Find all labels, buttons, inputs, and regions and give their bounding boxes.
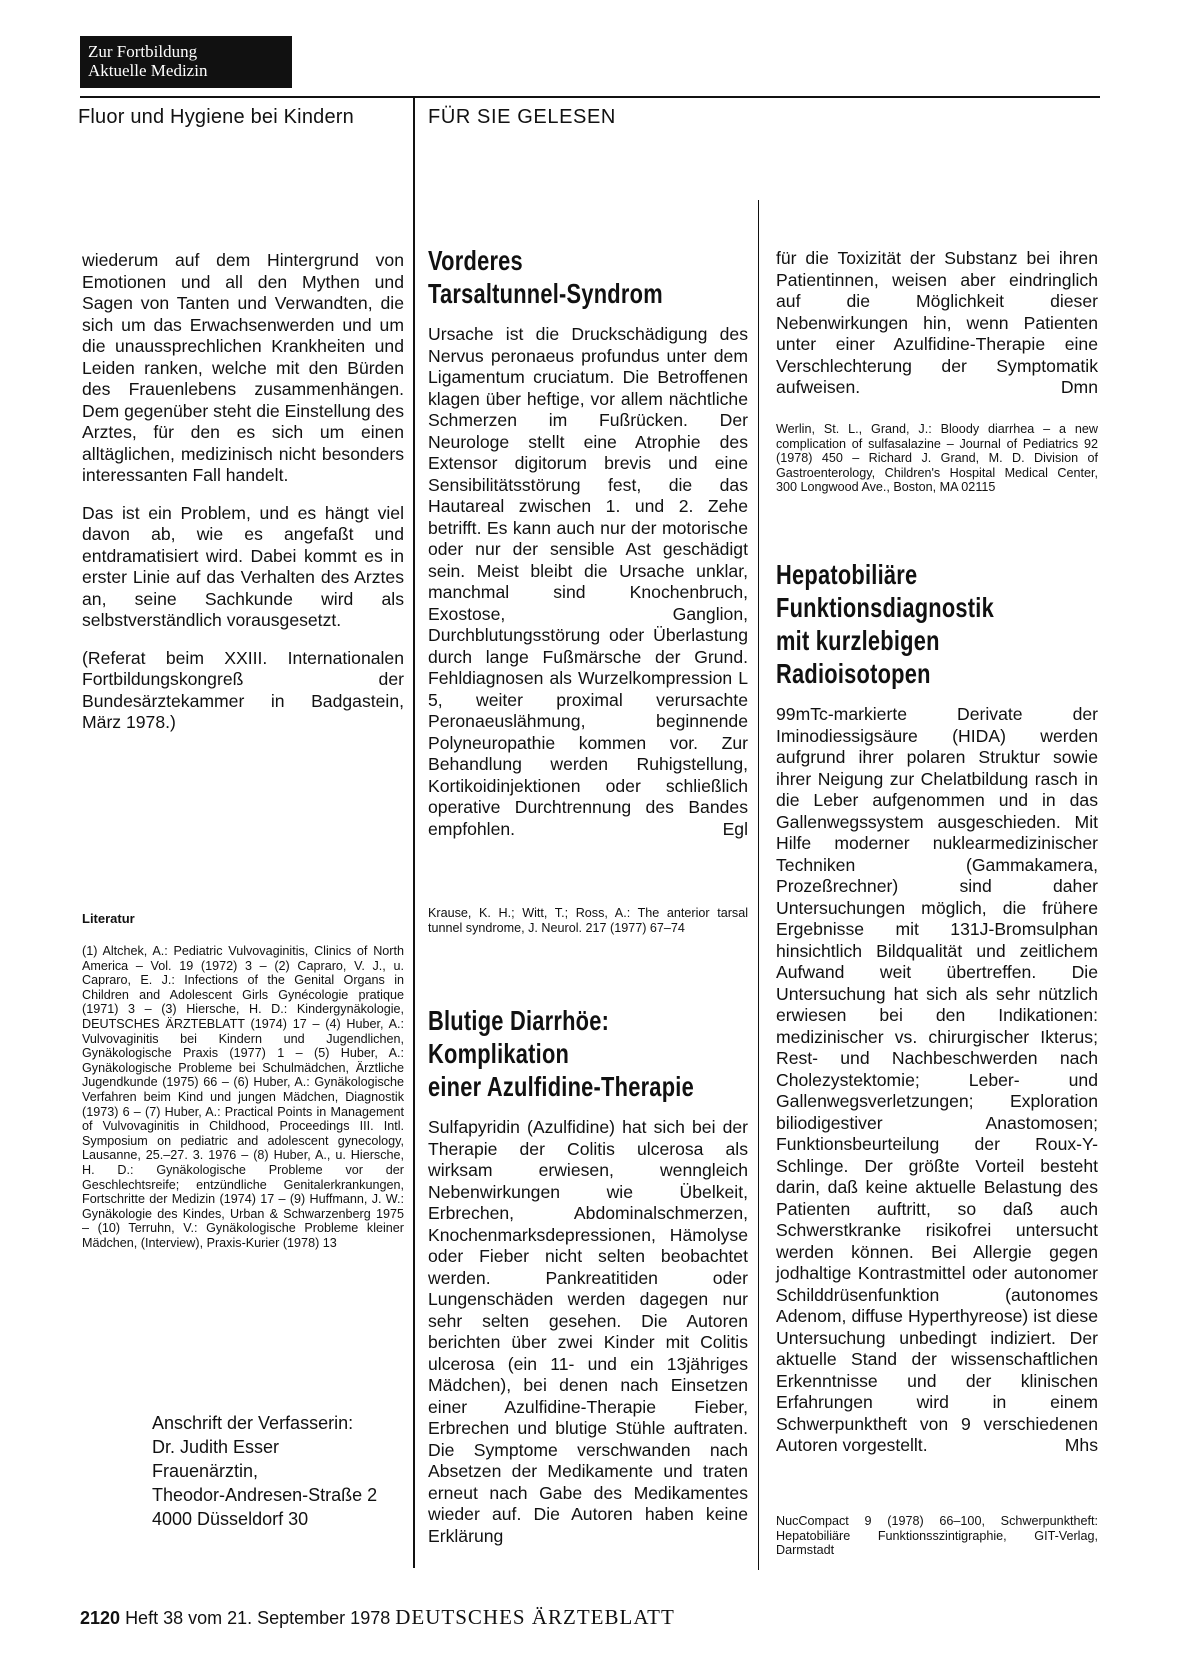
article-title-hepatobiliaer	[776, 558, 1104, 690]
author-signature: Dmn	[1060, 377, 1098, 397]
paragraph: wiederum auf dem Hintergrund von Emotionen und all den Mythen und Sagen von Tanten und Verwandten, die sich um das Erwachsenwerden und um die unaussprechlichen Krankheiten und Leiden ranken, welche mit den Bürden des Frauenlebens zusammenhängen. Dem gegenüber steht die Einstellung des Arztes, für den es sich um einen alltäglichen, medizinisch nicht besonders interessanten Fall handelt.	[82, 250, 404, 485]
continuation-text	[776, 248, 1098, 399]
header-rule	[80, 96, 1100, 98]
reference-tarsaltunnel: Krause, K. H.; Witt, T.; Ross, A.: The anterior tarsal tunnel syndrome, J. Neurol. 217 (1977) 67–74	[428, 906, 748, 935]
badge-line-1: Zur Fortbildung	[88, 42, 198, 61]
reference-diarrhoe: Werlin, St. L., Grand, J.: Bloody diarrhea – a new complication of sulfasalazine – Journal of Pediatrics 92 (1978) 450 – Richard J. Grand, M. D. Division of Gastroenterology, Children's Hospital Medical Center, 300 Longwood Ave., Boston, MA 02115	[776, 422, 1098, 495]
address-line: Dr. Judith Esser	[152, 1437, 280, 1457]
page-number: 2120	[80, 1608, 121, 1628]
issue-info: Heft 38 vom 21. September 1978	[125, 1608, 391, 1628]
title-line: Komplikation	[428, 1038, 570, 1069]
author-signature: Mhs	[1064, 1435, 1098, 1455]
journal-name: DEUTSCHES ÄRZTEBLATT	[395, 1605, 675, 1629]
title-line: mit kurzlebigen	[776, 625, 940, 656]
title-line: Vorderes	[428, 245, 523, 276]
title-line: Blutige Diarrhöe:	[428, 1005, 610, 1036]
section-badge	[80, 36, 292, 88]
column-1-text	[82, 250, 404, 750]
page-footer	[80, 1605, 675, 1630]
article-text-tarsaltunnel	[428, 324, 748, 840]
article-text-hepatobiliaer	[776, 704, 1098, 1457]
paragraph: Das ist ein Problem, und es hängt viel davon ab, wie es angefaßt und entdramatisiert wird. Dabei kommt es in erster Linie auf das Verhalten des Arztes an, seine Sachkunde wird als selbstverständlich vorausgesetzt.	[82, 502, 404, 630]
article-text-diarrhoe: Sulfapyridin (Azulfidine) hat sich bei der Therapie der Colitis ulcerosa als wirksam erwiesen, wenngleich Nebenwirkungen wie Übelkeit, Erbrechen, Abdominalschmerzen, Knochenmarksdepressionen, Hämolyse oder Fieber nicht selten beobachtet werden. Pankreatitiden oder Lungenschäden werden dagegen nur sehr selten gesehen. Die Autoren berichten über zwei Kinder mit Colitis ulcerosa (ein 11- und ein 13jähriges Mädchen), bei denen nach Einsetzen einer Azulfidine-Therapie Fieber, Erbrechen und blutige Stühle auftraten. Die Symptome verschwanden nach Absetzen der Medikamente und traten erneut nach Gabe des Medikamentes wieder auf. Die Autoren haben keine Erklärung	[428, 1117, 748, 1546]
paragraph: (Referat beim XXIII. Internationalen Fortbildungskongreß der Bundesärztekammer in Badgastein, März 1978.)	[82, 647, 404, 732]
article-body: für die Toxizität der Substanz bei ihren Patientinnen, weisen aber eindringlich auf die Möglichkeit dieser Nebenwirkungen hin, wenn Patienten unter einer Azulfidine-Therapie eine Verschlechterung der Symptomatik aufweisen.	[776, 248, 1098, 397]
address-line: Anschrift der Verfasserin:	[152, 1413, 354, 1433]
column-divider-1	[413, 98, 415, 1568]
article-body: Ursache ist die Druckschädigung des Nervus peronaeus profundus unter dem Ligamentum cruciatum. Die Betroffenen klagen über heftige, vor allem nächtliche Schmerzen im Fußrücken. Der Neurologe stellt eine Atrophie des Extensor digitorum brevis und eine Sensibilitätsstörung fest, die das Hautareal zwischen 1. und 2. Zehe betrifft. Es kann auch nur der motorische oder nur der sensible Ast geschädigt sein. Meist bleibt die Ursache unklar, manchmal sind Knochenbruch, Exostose, Ganglion, Durchblutungsstörung oder Überlastung durch lange Fußmärsche der Grund. Fehldiagnosen als Wurzelkompression L 5, weiter proximal verursachte Peronaeuslähmung, beginnende Polyneuropathie kommen vor. Zur Behandlung werden Ruhigstellung, Kortikoidinjektionen oder schließlich operative Durchtrennung des Bandes empfohlen.	[428, 324, 748, 839]
address-line: Theodor-Andresen-Straße 2	[152, 1485, 378, 1505]
literatur-heading: Literatur	[82, 911, 135, 926]
reference-hepatobiliaer: NucCompact 9 (1978) 66–100, Schwerpunktheft: Hepatobiliäre Funktionsszintigraphie, GIT-Verlag, Darmstadt	[776, 1514, 1098, 1558]
title-line: Funktionsdiagnostik	[776, 592, 994, 623]
author-address	[152, 1411, 407, 1531]
title-line: einer Azulfidine-Therapie	[428, 1071, 694, 1102]
literatur-list: (1) Altchek, A.: Pediatric Vulvovaginitis, Clinics of North America – Vol. 19 (1972) 3 – (2) Capraro, V. J., u. Capraro, E. J.: Infections of the Genital Organs in Children and Adolescent Girls Gynécologie pratique (1971) 3 – (3) Hiersche, H. D.: Kindergynäkologie, DEUTSCHES ÄRZTEBLATT (1974) 17 – (4) Huber, A.: Vulvovaginitis bei Kindern und Jugendlichen, Gynäkologische Praxis (1977) 1 – (5) Huber, A.: Gynäkologische Probleme bei Schulmädchen, Ärztliche Jugendkunde (1975) 66 – (6) Huber, A.: Gynäkologische Verfahren beim Kind und jungen Mädchen, Diagnostik (1973) 6 – (7) Huber, A.: Practical Points in Management of Vulvovaginitis in Childhood, Proceedings III. Intl. Symposium on pediatric and adolescent gynecology, Lausanne, 25.–27. 3. 1976 – (8) Huber, A., u. Hiersche, H. D.: Gynäkologische Probleme vor der Geschlechtsreife; entzündliche Genitalerkrankungen, Fortschritte der Medizin (1974) 17 – (9) Huffmann, J. W.: Gynäkologie des Kindes, Urban & Schwarzenberg 1975 – (10) Terruhn, V.: Gynäkologische Probleme kleiner Mädchen, (Interview), Praxis-Kurier (1978) 13	[82, 944, 404, 1250]
title-line: Radioisotopen	[776, 658, 931, 689]
running-head-left: Fluor und Hygiene bei Kindern	[78, 106, 354, 128]
address-line: Frauenärztin,	[152, 1461, 259, 1481]
article-body: 99mTc-markierte Derivate der Iminodiessigsäure (HIDA) werden aufgrund ihrer polaren Struktur sowie ihrer Neigung zur Chelatbildung rasch in die Leber aufgenommen und in das Gallenwegssystem ausgeschieden. Mit Hilfe moderner nuklearmedizinischer Techniken (Gammakamera, Prozeßrechner) sind daher Untersuchungen möglich, die frühere Ergebnisse mit 131J-Bromsulphan hinsichtlich Bildqualität und zeitlichem Aufwand weit übertreffen. Die Untersuchung hat sich als sehr nützlich erwiesen bei den Indikationen: medizinischer vs. chirurgischer Ikterus; Rest- und Nachbeschwerden nach Cholezystektomie; Leber- und Gallenwegsverletzungen; Exploration biliodigestiver Anastomosen; Funktionsbeurteilung der Roux-Y-Schlinge. Der größte Vorteil besteht darin, daß keine aktuelle Belastung des Patienten auftritt, so daß auch Schwerstkranke risikofrei untersucht werden können. Bei Allergie gegen jodhaltige Kontrastmittel oder autonomer Schilddrüsenfunktion (autonomes Adenom, diffuse Hyperthyreose) ist diese Untersuchung unbedingt indiziert. Der aktuelle Stand der wissenschaftlichen Erkenntnisse und der klinischen Erfahrungen wird in einem Schwerpunktheft von 9 verschiedenen Autoren vorgestellt.	[776, 704, 1098, 1455]
title-line: Hepatobiliäre	[776, 559, 918, 590]
badge-line-2: Aktuelle Medizin	[88, 61, 208, 80]
article-title-tarsaltunnel	[428, 244, 756, 310]
author-signature: Egl	[722, 818, 748, 839]
article-title-diarrhoe	[428, 1004, 756, 1103]
running-head-right: FÜR SIE GELESEN	[428, 106, 616, 128]
address-line: 4000 Düsseldorf 30	[152, 1509, 309, 1529]
title-line: Tarsaltunnel-Syndrom	[428, 278, 663, 309]
column-divider-2	[758, 200, 759, 1570]
